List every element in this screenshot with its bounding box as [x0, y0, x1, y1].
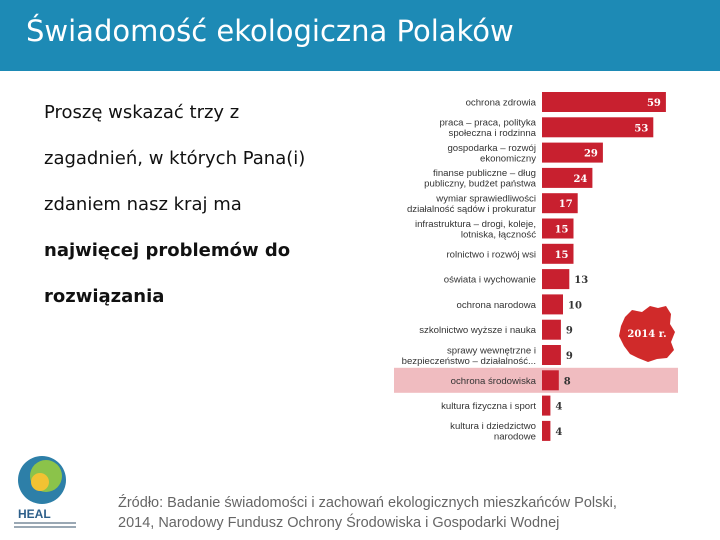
bar-value-label: 53 [634, 123, 649, 135]
category-label: rolnictwo i rozwój wsi [446, 249, 536, 261]
question-line-4: najwięcej problemów do [44, 240, 291, 261]
category-label: kultura i dziedzictwo [450, 421, 536, 433]
bar-value-label: 15 [554, 249, 569, 261]
category-label: ochrona narodowa [456, 299, 536, 311]
category-label: wymiar sprawiedliwości [436, 193, 536, 205]
question-line-5: rozwiązania [44, 286, 165, 307]
bar-value-label: 24 [573, 173, 588, 185]
bar-chart [392, 88, 682, 448]
bar-value-label: 4 [555, 401, 563, 413]
bar-value-label: 59 [646, 98, 661, 109]
bar [542, 421, 550, 441]
bar [542, 294, 563, 314]
source-note [118, 493, 698, 533]
bar-value-label: 15 [554, 224, 569, 236]
category-label: praca – praca, polityka [439, 117, 536, 129]
category-label: publiczny, budżet państwa [424, 178, 536, 190]
question-text [44, 90, 344, 320]
bar [542, 345, 561, 365]
bar-value-label: 8 [563, 376, 571, 388]
source-line-1: Źródło: Badanie świadomości i zachowań ekologicznych mieszkańców Polski, [118, 495, 617, 511]
bar-value-label: 9 [565, 325, 573, 337]
question-line-2: zagadnień, w których Pana(i) [44, 148, 306, 169]
bar-value-label: 13 [574, 275, 589, 287]
category-label: ekonomiczny [480, 153, 536, 165]
poland-map-icon [619, 306, 675, 362]
category-label: szkolnictwo wyższe i nauka [419, 325, 536, 337]
bar-value-label: 10 [568, 300, 582, 312]
category-label: finanse publiczne – dług [433, 168, 536, 180]
category-label: społeczna i rodzinna [448, 128, 536, 140]
bar-value-label: 4 [555, 426, 563, 438]
category-label: kultura fizyczna i sport [441, 401, 536, 413]
bar-value-label: 9 [565, 351, 573, 362]
category-label: lotniska, łączność [460, 229, 536, 241]
question-line-1: Proszę wskazać trzy z [44, 102, 240, 123]
category-label: bezpieczeństwo – działalność... [401, 355, 536, 367]
category-label: gospodarka – rozwój [447, 142, 536, 154]
bar-value-label: 17 [558, 199, 573, 211]
bar-value-label: 29 [583, 148, 598, 160]
category-label: ochrona zdrowia [465, 97, 536, 109]
category-label: działalność sądów i prokuratur [406, 203, 536, 215]
bar [542, 320, 561, 340]
source-line-2: 2014, Narodowy Fundusz Ochrony Środowiska i Gospodarki Wodnej [118, 515, 560, 531]
question-line-3: zdaniem nasz kraj ma [44, 194, 242, 215]
category-label: ochrona środowiska [450, 375, 536, 387]
logo-label: HEAL [18, 507, 51, 521]
bar [542, 370, 559, 390]
category-label: infrastruktura – drogi, koleje, [414, 218, 536, 230]
category-label: oświata i wychowanie [443, 274, 536, 286]
page-title: Świadomość ekologiczna Polaków [26, 14, 514, 48]
logo-fineprint-line [14, 526, 76, 528]
category-label: sprawy wewnętrzne i [446, 345, 536, 357]
logo-fineprint-line [14, 522, 76, 524]
bar [542, 396, 550, 416]
map-year-label: 2014 r. [627, 329, 667, 340]
header-bar [0, 0, 720, 71]
category-label: narodowe [493, 431, 536, 443]
bar [542, 269, 569, 289]
logo-figure [31, 473, 49, 491]
heal-logo [10, 452, 80, 532]
highlight-band [394, 368, 678, 393]
